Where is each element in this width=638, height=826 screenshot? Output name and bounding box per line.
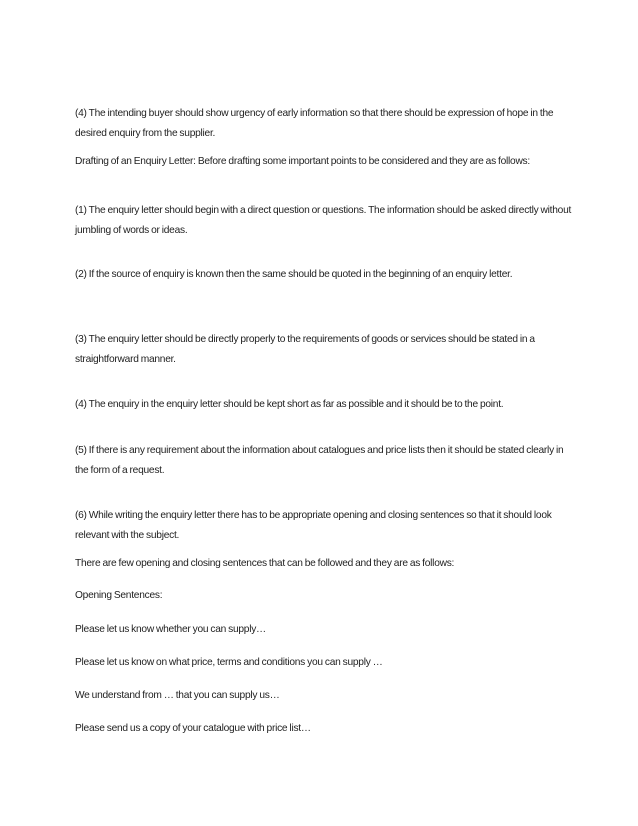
paragraph-sentences-intro: There are few opening and closing sentences that can be followed and they are as follows:: [75, 558, 455, 569]
heading-opening-sentences: Opening Sentences:: [75, 590, 163, 601]
paragraph-urgency: (4) The intending buyer should show urgency of early information so that there should be expression of hope in the desired enquiry from the supplier.: [75, 108, 554, 139]
opening-sentence-4: Please send us a copy of your catalogue with price list…: [75, 723, 311, 734]
paragraph-drafting-intro: Drafting of an Enquiry Letter: Before drafting some important points to be considered and they are as follows:: [75, 156, 530, 167]
paragraph-point-3: (3) The enquiry letter should be directly properly to the requirements of goods or services should be stated in a straightforward manner.: [75, 334, 535, 365]
opening-sentence-2: Please let us know on what price, terms and conditions you can supply …: [75, 657, 383, 668]
paragraph-point-5: (5) If there is any requirement about the information about catalogues and price lists then it should be stated clearly in the form of a request.: [75, 445, 564, 476]
paragraph-point-2: (2) If the source of enquiry is known then the same should be quoted in the beginning of an enquiry letter.: [75, 269, 513, 280]
paragraph-point-1: (1) The enquiry letter should begin with a direct question or questions. The information should be asked directly without jumbling of words or ideas.: [75, 205, 572, 236]
paragraph-point-6: (6) While writing the enquiry letter there has to be appropriate opening and closing sentences so that it should look relevant with the subject.: [75, 510, 552, 541]
paragraph-point-4: (4) The enquiry in the enquiry letter should be kept short as far as possible and it should be to the point.: [75, 399, 504, 410]
opening-sentence-3: We understand from … that you can supply us…: [75, 690, 280, 701]
opening-sentence-1: Please let us know whether you can supply…: [75, 624, 266, 635]
